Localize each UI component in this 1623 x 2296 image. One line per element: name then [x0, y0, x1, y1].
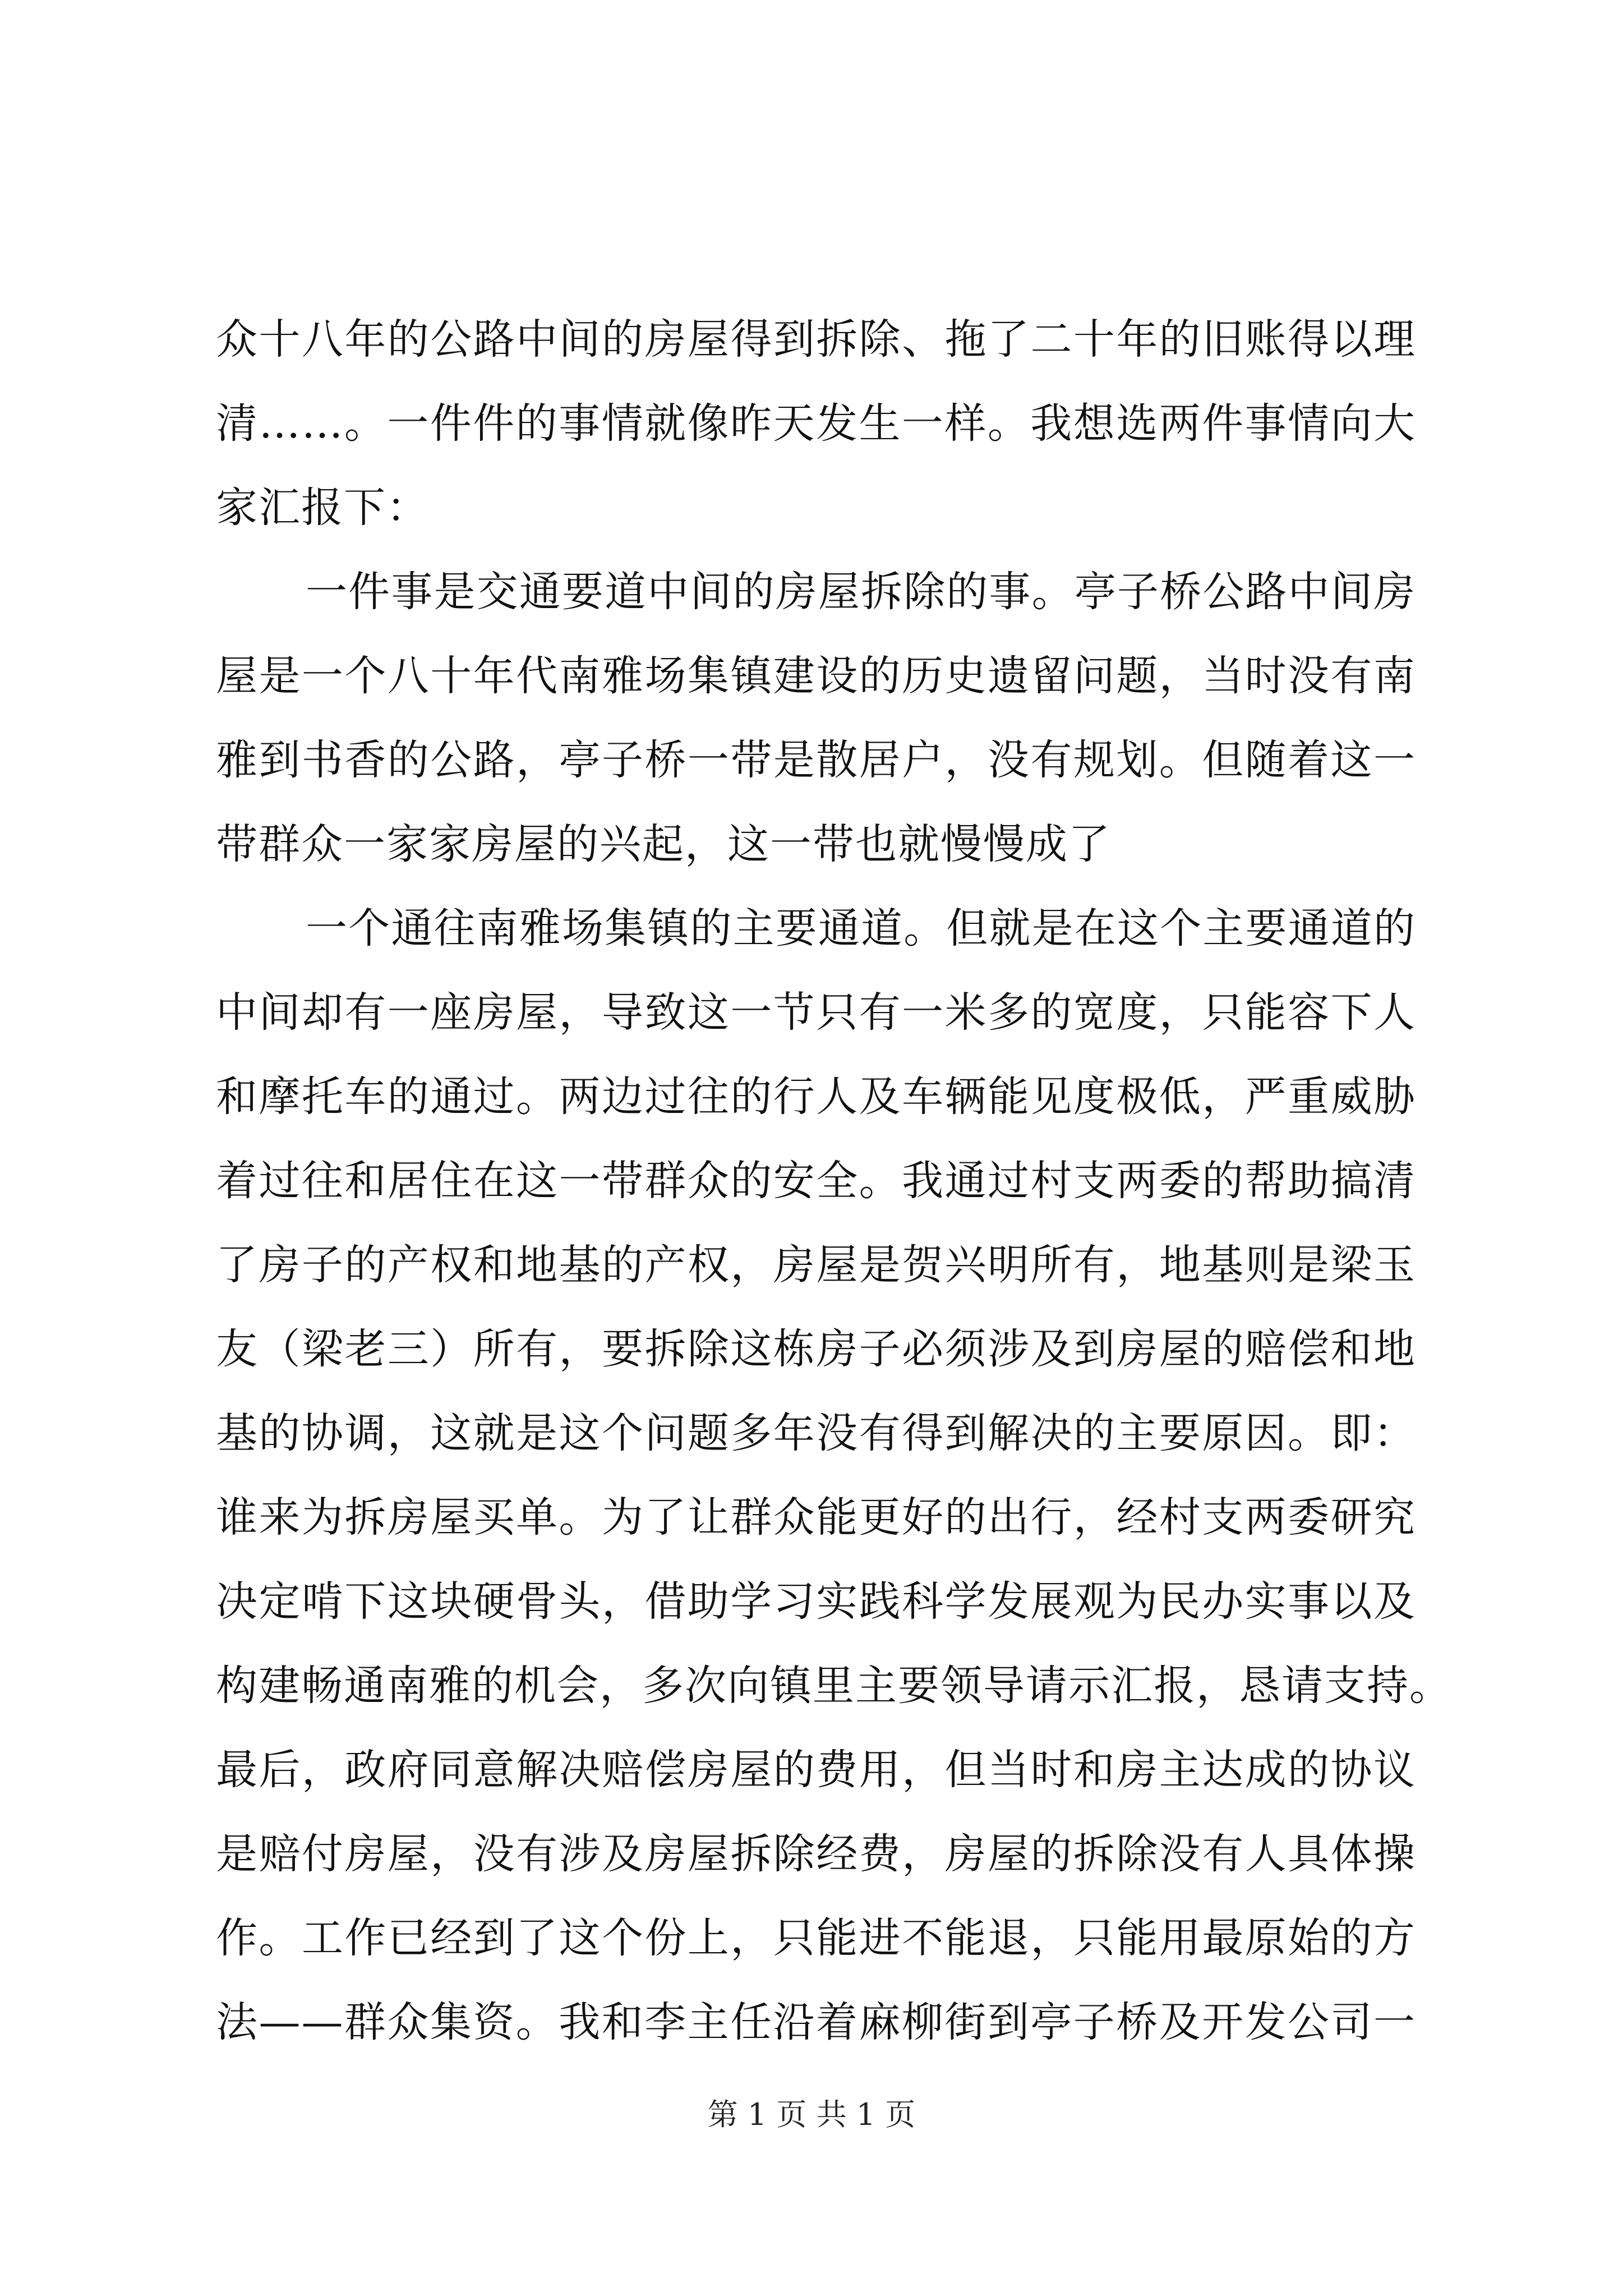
text-line: 一个通往南雅场集镇的主要通道。但就是在这个主要通道的: [306, 904, 1416, 953]
text-line: 家汇报下：: [216, 484, 429, 532]
text-line: 着过往和居住在这一带群众的安全。我通过村支两委的帮助搞清: [216, 1157, 1416, 1205]
text-line: 法——群众集资。我和李主任沿着麻柳街到亭子桥及开发公司一: [216, 1998, 1416, 2046]
text-line: 了房子的产权和地基的产权，房屋是贺兴明所有，地基则是梁玉: [216, 1241, 1416, 1289]
text-line: 作。工作已经到了这个份上，只能进不能退，只能用最原始的方: [216, 1914, 1416, 1962]
text-line: 友（梁老三）所有，要拆除这栋房子必须涉及到房屋的赔偿和地: [216, 1325, 1416, 1373]
text-line: 众十八年的公路中间的房屋得到拆除、拖了二十年的旧账得以理: [216, 315, 1416, 364]
text-line: 带群众一家家房屋的兴起，这一带也就慢慢成了: [216, 820, 1111, 868]
text-line: 雅到书香的公路，亭子桥一带是散居户，没有规划。但随着这一: [216, 736, 1416, 784]
text-line: 谁来为拆房屋买单。为了让群众能更好的出行，经村支两委研究: [216, 1493, 1416, 1542]
page-footer: 第 1 页 共 1 页: [707, 2097, 916, 2132]
text-line: 一件事是交通要道中间的房屋拆除的事。亭子桥公路中间房: [306, 568, 1416, 616]
text-line: 和摩托车的通过。两边过往的行人及车辆能见度极低，严重威胁: [216, 1073, 1416, 1121]
text-line: 决定啃下这块硬骨头，借助学习实践科学发展观为民办实事以及: [216, 1577, 1416, 1626]
text-line: 基的协调，这就是这个问题多年没有得到解决的主要原因。即：: [216, 1409, 1416, 1457]
text-line: 中间却有一座房屋，导致这一节只有一米多的宽度，只能容下人: [216, 988, 1416, 1037]
text-line: 最后，政府同意解决赔偿房屋的费用，但当时和房主达成的协议: [216, 1746, 1416, 1794]
text-line: 清……。一件件的事情就像昨天发生一样。我想选两件事情向大: [216, 399, 1416, 448]
text-line: 构建畅通南雅的机会，多次向镇里主要领导请示汇报，恳请支持。: [216, 1662, 1452, 1710]
text-line: 屋是一个八十年代南雅场集镇建设的历史遗留问题，当时没有南: [216, 652, 1416, 700]
text-line: 是赔付房屋，没有涉及房屋拆除经费，房屋的拆除没有人具体操: [216, 1830, 1416, 1878]
